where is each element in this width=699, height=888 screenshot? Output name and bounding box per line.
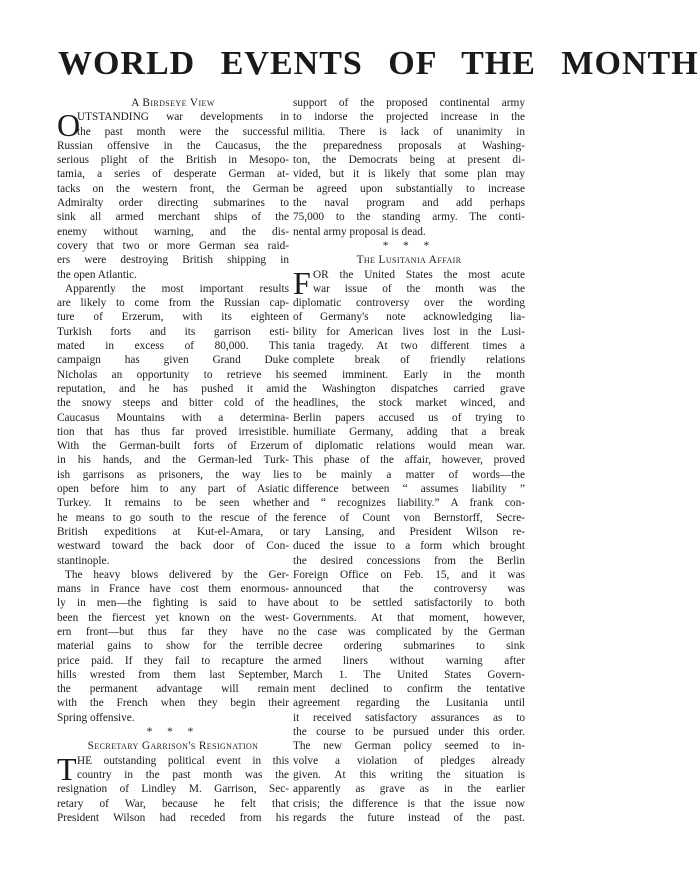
text-line: in his hands, and the German-led Turk-	[57, 454, 289, 467]
page-title: WORLD EVENTS OF THE MONTH	[58, 45, 699, 82]
text-line: HE outstanding political event in this	[77, 754, 289, 767]
paragraph-garrison-continued	[293, 96, 525, 239]
text-line: duced the issue to a form which brought	[293, 540, 525, 553]
text-line: tion that has thus far proved irresistible.	[57, 425, 289, 438]
text-line: ish garrisons as prisoners, the way lies	[57, 468, 289, 481]
text-line: it received satisfactory assurances as to	[293, 711, 525, 724]
text-line: with the French when they begin their	[57, 697, 289, 710]
text-line: The new German policy seemed to in-	[293, 740, 525, 753]
text-line: enemy without warning, and the dis-	[57, 225, 289, 238]
paragraph-birdseye-3	[57, 568, 289, 725]
text-line: material gains to show for the terrible	[57, 640, 289, 653]
text-line: bility for American lives lost in the Lusi-	[293, 325, 525, 338]
text-line: mans in France have cost them enormous-	[57, 583, 289, 596]
text-line: the naval program and add perhaps	[293, 197, 525, 210]
text-line: westward toward the back door of Con-	[57, 540, 289, 553]
drop-cap-f: F	[293, 264, 311, 301]
text-line: apparently as grave as in the earlier	[293, 783, 525, 796]
section-divider-stars: * * *	[146, 726, 200, 739]
text-line: price paid. If they fail to recapture the	[57, 654, 289, 667]
text-line: Spring offensive.	[57, 711, 135, 724]
text-line: of Germany's note acknowledging lia-	[293, 311, 525, 324]
text-line: covery that two or more German sea raid-	[57, 239, 289, 252]
text-line: agreement regarding the Lusitania until	[293, 697, 525, 710]
text-line: Foreign Office on Feb. 15, and it was	[293, 568, 525, 581]
text-line: Admiralty order directing submarines to	[57, 197, 289, 210]
text-line: Nicholas an opportunity to retrieve his	[57, 368, 289, 381]
right-column	[293, 96, 525, 825]
text-line: ers were destroying British shipping in	[57, 254, 289, 267]
section-heading-garrison: Secretary Garrison's Resignation	[87, 740, 259, 753]
text-line: the past month were the successful	[77, 125, 289, 138]
text-line: the preparedness proposals at Washing-	[293, 139, 525, 152]
paragraph-lusitania-1	[293, 264, 525, 826]
text-line: country in the past month was the	[77, 768, 289, 781]
text-line: the course to be pursued under this order.	[293, 726, 525, 739]
text-line: volve a violation of pledges already	[293, 754, 525, 767]
text-line: ern front—but thus far they have no	[57, 625, 289, 638]
text-line: the Washington dispatches carried grave	[293, 382, 525, 395]
text-line: complete break of friendly relations	[293, 354, 525, 367]
text-line: nental army proposal is dead.	[293, 225, 426, 238]
text-line: Caucasus Mountains with a determina-	[57, 411, 289, 424]
text-line: armed liners without warning after	[293, 654, 525, 667]
text-line: campaign has given Grand Duke	[57, 354, 289, 367]
text-line: President Wilson had receded from his	[57, 811, 289, 824]
text-line: announced that the controversy was	[293, 583, 525, 596]
text-line: serious plight of the British in Mesopo-	[57, 154, 289, 167]
text-line: Governments. At that moment, however,	[293, 611, 525, 624]
left-column	[57, 96, 289, 825]
text-line: militia. There is lack of unanimity in	[293, 125, 525, 138]
text-line: regards the future instead of the past.	[293, 811, 525, 824]
text-line: he means to go south to the rescue of the	[57, 511, 289, 524]
text-line: UTSTANDING war developments in	[77, 111, 289, 124]
text-line: and “ recognizes liability.” A frank con-	[293, 497, 525, 510]
text-line: tamia, a series of desperate German at-	[57, 168, 289, 181]
text-line: support of the proposed continental army	[293, 97, 525, 109]
text-line: war issue of the month was the	[313, 282, 525, 295]
text-line: about to be settled satisfactorily to both	[293, 597, 525, 610]
text-line: crisis; the difference is that the issue now	[293, 797, 525, 810]
text-line: resignation of Lindley M. Garrison, Sec-	[57, 783, 289, 796]
text-line: tary Lansing, and President Wilson re-	[293, 525, 525, 538]
text-line: be agreed upon substantially to increase	[293, 182, 525, 195]
text-line: ture of Erzerum, with its eighteen	[57, 311, 289, 324]
text-line: sink all armed merchant ships of the	[57, 211, 289, 224]
text-line: are likely to come from the Russian cap-	[57, 297, 289, 310]
paragraph-birdseye-1	[57, 107, 289, 282]
text-line: the snowy steeps and bitter cold of the	[57, 397, 289, 410]
text-line: decree ordering submarines to sink	[293, 640, 525, 653]
text-line: OR the United States the most acute	[313, 268, 525, 281]
text-line: 75,000 to the standing army. The conti-	[293, 211, 525, 224]
section-heading-lusitania: The Lusitania Affair	[356, 254, 462, 267]
text-line: ton, the Democrats being at present di-	[293, 154, 525, 167]
text-line: March 1. The United States Govern-	[293, 668, 525, 681]
text-line: ment declined to confirm the tentative	[293, 683, 525, 696]
text-line: Turkey. It remains to be seen whether	[57, 497, 289, 510]
section-heading-birdseye: A Birdseye View	[131, 97, 215, 109]
text-line: tacks on the western front, the German	[57, 182, 289, 195]
text-line: ference of Count von Bernstorff, Secre-	[293, 511, 525, 524]
text-line: retary of War, because he felt that	[57, 797, 289, 810]
text-line: headlines, the stock market winced, and	[293, 397, 525, 410]
text-line: the desired concessions from the Berlin	[293, 554, 525, 567]
text-line: been the fiercest yet known on the west-	[57, 611, 289, 624]
paragraph-birdseye-2	[57, 282, 289, 568]
text-line: mated in excess of 80,000. This	[57, 340, 289, 353]
text-line: the permanent advantage will remain	[57, 683, 289, 696]
text-line: to be mainly a matter of words—the	[293, 468, 525, 481]
text-line: Turkish forts and its garrison esti-	[57, 325, 289, 338]
text-line: hills wrested from them last September,	[57, 668, 289, 681]
text-line: Apparently the most important results	[65, 282, 289, 295]
text-line: seemed imminent. Early in the month	[293, 368, 525, 381]
text-line: diplomatic controversy over the wording	[293, 297, 525, 310]
text-line: This phase of the affair, however, proved	[293, 454, 525, 467]
text-line: With the German-built forts of Erzerum	[57, 440, 289, 453]
text-line: to indorse the projected increase in the	[293, 111, 525, 124]
text-line: of diplomatic relations would mean war.	[293, 440, 525, 453]
text-line: tania tragedy. At two different times a	[293, 340, 525, 353]
text-line: difference between “ assumes liability ”	[293, 483, 525, 496]
text-line: vided, but it is likely that some plan may	[293, 168, 525, 181]
text-line: given. At this writing the situation is	[293, 768, 525, 781]
text-line: British expeditions at Kut-el-Amara, or	[57, 525, 289, 538]
text-line: stantinople.	[57, 554, 110, 567]
drop-cap-o: O	[57, 107, 81, 144]
paragraph-garrison-1	[57, 750, 289, 825]
text-line: The heavy blows delivered by the Ger-	[65, 568, 289, 581]
text-line: the case was complicated by the German	[293, 625, 525, 638]
text-line: open before him to any part of Asiatic	[57, 483, 289, 496]
text-line: Russian offensive in the Caucasus, the	[57, 139, 289, 152]
text-line: the open Atlantic.	[57, 268, 137, 281]
text-line: ly in men—the fighting is said to have	[57, 597, 289, 610]
text-line: Berlin papers accused us of trying to	[293, 411, 525, 424]
section-divider-stars-2: * * *	[382, 239, 436, 252]
text-line: reputation, and he has pushed it amid	[57, 382, 289, 395]
drop-cap-t: T	[57, 750, 77, 787]
text-line: humiliate Germany, adding that a break	[293, 425, 525, 438]
